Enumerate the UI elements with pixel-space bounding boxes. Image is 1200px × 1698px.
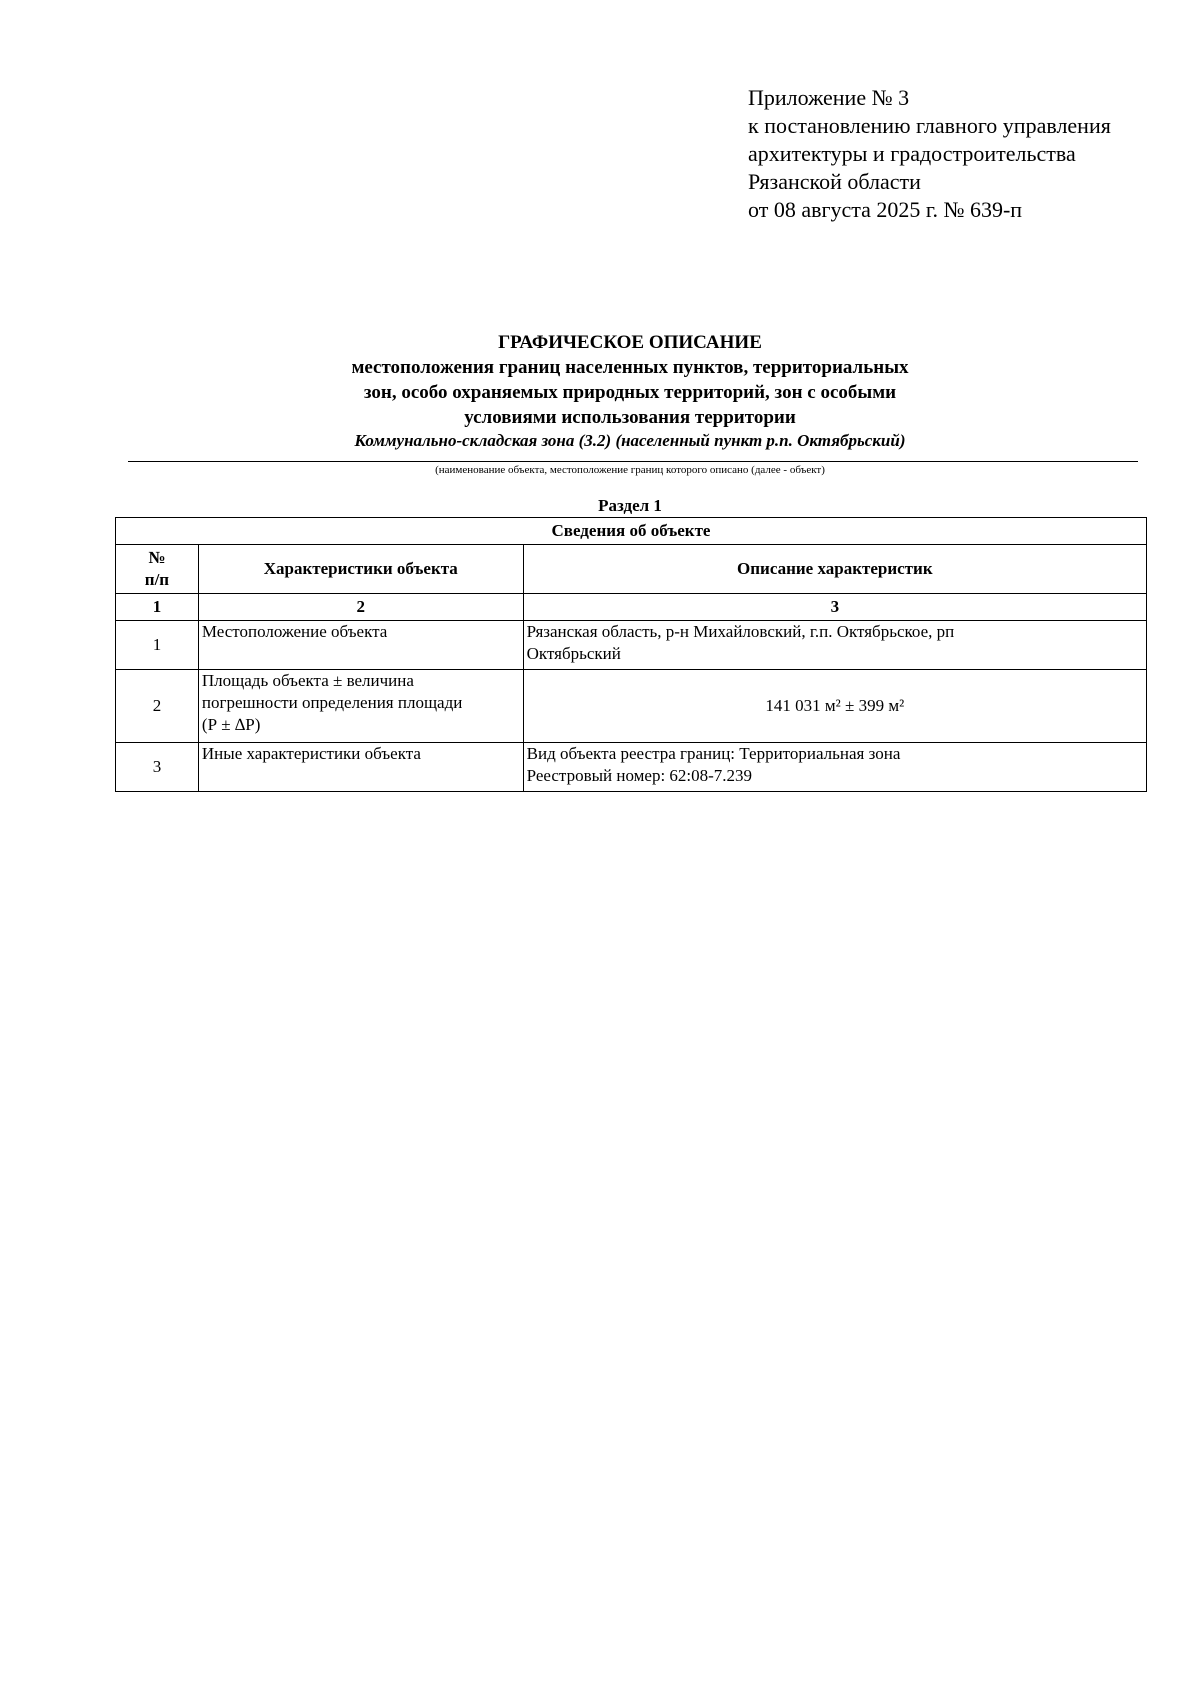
table-row — [116, 670, 1147, 743]
table-header-row — [116, 545, 1147, 594]
appendix-line: Приложение № 3 — [748, 85, 910, 110]
appendix-line: к постановлению главного управления — [748, 113, 1111, 138]
header-number-abbr: п/п — [144, 570, 170, 589]
object-name-caption: (наименование объекта, местоположение границ которого описано (далее - объект) — [435, 464, 825, 476]
row-characteristic-line: (Р ± ∆Р) — [201, 715, 261, 734]
row-number: 2 — [116, 670, 199, 743]
row-description — [523, 621, 1146, 670]
table-row — [116, 743, 1147, 792]
appendix-date-line: от 08 августа 2025 г. № 639-п — [748, 197, 1023, 222]
document-title-block — [120, 330, 1140, 452]
header-number-symbol: № — [148, 548, 166, 567]
row-number: 3 — [116, 743, 199, 792]
column-number: 3 — [523, 594, 1146, 621]
row-characteristic — [198, 670, 523, 743]
row-description-line: Рязанская область, р-н Михайловский, г.п. Октябрьское, рп — [526, 622, 955, 641]
row-description — [523, 743, 1146, 792]
column-number: 2 — [198, 594, 523, 621]
document-title: ГРАФИЧЕСКОЕ ОПИСАНИЕ — [498, 332, 762, 353]
table-caption: Сведения об объекте — [116, 518, 1147, 545]
object-name: Коммунально-складская зона (3.2) (населенный пункт р.п. Октябрьский) — [354, 431, 906, 450]
appendix-header — [748, 84, 1111, 224]
row-number: 1 — [116, 621, 199, 670]
header-characteristic: Характеристики объекта — [198, 545, 523, 594]
row-characteristic: Иные характеристики объекта — [198, 743, 523, 792]
object-info-table — [115, 517, 1147, 792]
row-characteristic: Местоположение объекта — [198, 621, 523, 670]
row-description-line: Октябрьский — [526, 644, 621, 663]
row-characteristic-line: погрешности определения площади — [201, 693, 463, 712]
table-caption-row — [116, 518, 1147, 545]
table-row — [116, 621, 1147, 670]
row-description: 141 031 м² ± 399 м² — [523, 670, 1146, 743]
header-description: Описание характеристик — [523, 545, 1146, 594]
document-subtitle-line: зон, особо охраняемых природных территорий, зон с особыми — [363, 382, 897, 403]
section-title: Раздел 1 — [598, 496, 662, 515]
column-number: 1 — [116, 594, 199, 621]
appendix-line: Рязанской области — [748, 169, 921, 194]
document-subtitle-line: местоположения границ населенных пунктов, территориальных — [351, 357, 909, 378]
object-name-underline — [128, 461, 1138, 462]
header-number — [116, 545, 199, 594]
document-subtitle-line: условиями использования территории — [464, 407, 796, 428]
row-description-line: Реестровый номер: 62:08-7.239 — [526, 766, 753, 785]
row-description-line: Вид объекта реестра границ: Территориальная зона — [526, 744, 901, 763]
row-characteristic-line: Площадь объекта ± величина — [201, 671, 414, 690]
column-number-row — [116, 594, 1147, 621]
appendix-line: архитектуры и градостроительства — [748, 141, 1076, 166]
